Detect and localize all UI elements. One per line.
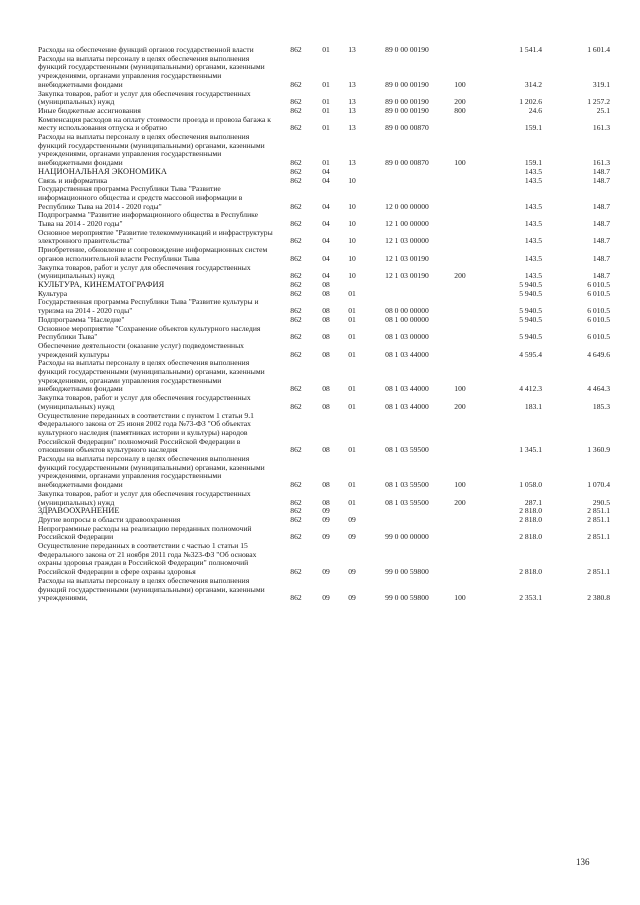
row-description: Иные бюджетные ассигнования <box>38 105 141 115</box>
expense-type: 200 <box>454 497 466 507</box>
amount-year-2: 6 010.5 <box>587 279 610 289</box>
amount-year-2: 6 010.5 <box>587 332 610 342</box>
section-code: 01 <box>322 158 330 168</box>
table-row <box>38 55 618 90</box>
subsection-code: 01 <box>348 306 356 316</box>
section-code: 08 <box>322 288 330 298</box>
amount-year-1: 1 541.4 <box>519 45 542 54</box>
amount-year-1: 2 353.1 <box>519 593 542 603</box>
subsection-code: 13 <box>348 97 356 107</box>
target-article: 08 1 03 59500 <box>385 497 429 507</box>
row-description: Основное мероприятие "Развитие телекоммуникаций и инфраструктуры электронного правительства" <box>38 227 273 246</box>
amount-year-1: 4 412.3 <box>519 384 542 394</box>
amount-year-2: 2 851.1 <box>587 567 610 577</box>
row-description: Культура <box>38 288 68 298</box>
table-row <box>38 412 618 456</box>
row-description: Государственная программа Республики Тыва "Развитие культуры и туризма на 2014 - 2020 годы" <box>38 297 259 316</box>
amount-year-2: 290.5 <box>592 497 610 507</box>
admin-code: 862 <box>290 288 302 298</box>
subsection-code: 13 <box>348 105 356 115</box>
target-article: 08 1 03 59500 <box>385 445 429 455</box>
amount-year-1: 159.1 <box>524 158 542 168</box>
subsection-code: 01 <box>348 445 356 455</box>
target-article: 89 0 00 00870 <box>385 158 429 168</box>
table-row <box>38 394 618 411</box>
expense-type: 100 <box>454 79 466 89</box>
table-row <box>38 116 618 133</box>
amount-year-2: 6 010.5 <box>587 314 610 324</box>
admin-code: 862 <box>290 236 302 246</box>
subsection-code: 01 <box>348 314 356 324</box>
amount-year-2: 6 010.5 <box>587 288 610 298</box>
subsection-code: 09 <box>348 567 356 577</box>
target-article: 89 0 00 00190 <box>385 105 429 115</box>
section-code: 04 <box>322 201 330 211</box>
subsection-code: 09 <box>348 593 356 603</box>
row-description: Закупка товаров, работ и услуг для обеспечения государственных (муниципальных) нужд <box>38 262 251 281</box>
amount-year-1: 5 940.5 <box>519 306 542 316</box>
section-code: 09 <box>322 532 330 542</box>
admin-code: 862 <box>290 105 302 115</box>
target-article: 08 1 03 44000 <box>385 384 429 394</box>
section-code: 04 <box>322 253 330 263</box>
amount-year-2: 148.7 <box>592 175 610 185</box>
row-description: Непрограммные расходы на реализацию переданных полномочий Российской Федерации <box>38 523 252 542</box>
section-code: 09 <box>322 567 330 577</box>
target-article: 08 1 00 00000 <box>385 314 429 324</box>
admin-code: 862 <box>290 332 302 342</box>
budget-table <box>38 46 618 603</box>
row-description: Связь и информатика <box>38 175 108 185</box>
amount-year-2: 148.7 <box>592 201 610 211</box>
target-article: 89 0 00 00190 <box>385 45 429 54</box>
target-article: 99 0 00 59800 <box>385 593 429 603</box>
admin-code: 862 <box>290 97 302 107</box>
section-code: 08 <box>322 401 330 411</box>
section-code: 01 <box>322 45 330 54</box>
admin-code: 862 <box>290 175 302 185</box>
target-article: 12 1 03 00190 <box>385 271 429 281</box>
table-row <box>38 359 618 394</box>
admin-code: 862 <box>290 514 302 524</box>
row-description: Подпрограмма "Развитие информационного общества в Республике Тыва на 2014 - 2020 годы" <box>38 210 259 229</box>
target-article: 12 1 00 00000 <box>385 219 429 229</box>
table-row <box>38 211 618 228</box>
row-description: Приобретение, обновление и сопровождение информационных систем органов исполнительной власти Республики Тыва <box>38 245 268 263</box>
table-row <box>38 298 618 315</box>
admin-code: 862 <box>290 79 302 89</box>
expense-type: 100 <box>454 480 466 490</box>
row-description: НАЦИОНАЛЬНАЯ ЭКОНОМИКА <box>38 166 167 176</box>
row-description: Другие вопросы в области здравоохранения <box>38 514 181 524</box>
amount-year-2: 185.3 <box>592 401 610 411</box>
admin-code: 862 <box>290 306 302 316</box>
section-code: 08 <box>322 480 330 490</box>
section-code: 04 <box>322 175 330 185</box>
target-article: 12 1 03 00000 <box>385 236 429 246</box>
amount-year-1: 143.5 <box>524 175 542 185</box>
target-article: 89 0 00 00870 <box>385 123 429 133</box>
amount-year-1: 143.5 <box>524 271 542 281</box>
amount-year-1: 2 818.0 <box>519 514 542 524</box>
amount-year-2: 2 851.1 <box>587 506 610 516</box>
admin-code: 862 <box>290 123 302 133</box>
target-article: 08 1 03 00000 <box>385 332 429 342</box>
section-code: 08 <box>322 306 330 316</box>
row-description: Закупка товаров, работ и услуг для обеспечения государственных (муниципальных) нужд <box>38 488 251 507</box>
admin-code: 862 <box>290 401 302 411</box>
target-article: 08 0 00 00000 <box>385 306 429 316</box>
section-code: 09 <box>322 514 330 524</box>
subsection-code: 13 <box>348 123 356 133</box>
amount-year-1: 5 940.5 <box>519 279 542 289</box>
admin-code: 862 <box>290 497 302 507</box>
amount-year-2: 148.7 <box>592 271 610 281</box>
subsection-code: 01 <box>348 497 356 507</box>
table-row <box>38 90 618 107</box>
row-description: Компенсация расходов на оплату стоимости проезда и провоза багажа к месту использования отпуска и обратно <box>38 114 271 133</box>
admin-code: 862 <box>290 384 302 394</box>
row-description: Расходы на выплаты персоналу в целях обеспечения выполнения функций государственными (муниципальными) органами, казенными учреждениями, <box>38 575 265 603</box>
subsection-code: 10 <box>348 236 356 246</box>
section-code: 01 <box>322 79 330 89</box>
table-row <box>38 264 618 281</box>
subsection-code: 01 <box>348 288 356 298</box>
row-description: Государственная программа Республики Тыва "Развитие информационного общества и средств массовой информации в Республике Тыва на 2014 - 2020 годы" <box>38 184 243 211</box>
target-article: 89 0 00 00190 <box>385 97 429 107</box>
section-code: 09 <box>322 506 330 516</box>
amount-year-2: 161.3 <box>592 158 610 168</box>
subsection-code: 09 <box>348 532 356 542</box>
amount-year-1: 2 818.0 <box>519 567 542 577</box>
amount-year-1: 143.5 <box>524 236 542 246</box>
section-code: 01 <box>322 123 330 133</box>
amount-year-1: 1 345.1 <box>519 445 542 455</box>
amount-year-2: 4 649.6 <box>587 349 610 359</box>
amount-year-2: 161.3 <box>592 123 610 133</box>
subsection-code: 01 <box>348 349 356 359</box>
admin-code: 862 <box>290 314 302 324</box>
target-article: 08 1 03 59500 <box>385 480 429 490</box>
section-code: 01 <box>322 97 330 107</box>
section-code: 08 <box>322 314 330 324</box>
amount-year-2: 1 360.9 <box>587 445 610 455</box>
table-row <box>38 229 618 246</box>
subsection-code: 01 <box>348 332 356 342</box>
table-row <box>38 246 618 263</box>
subsection-code: 10 <box>348 219 356 229</box>
subsection-code: 01 <box>348 480 356 490</box>
amount-year-2: 1 601.4 <box>587 45 610 54</box>
table-row <box>38 133 618 168</box>
target-article: 12 1 03 00190 <box>385 253 429 263</box>
amount-year-1: 143.5 <box>524 166 542 176</box>
admin-code: 862 <box>290 201 302 211</box>
section-code: 04 <box>322 271 330 281</box>
section-code: 09 <box>322 593 330 603</box>
amount-year-1: 143.5 <box>524 201 542 211</box>
expense-type: 200 <box>454 401 466 411</box>
row-description: Осуществление переданных в соответствии с частью 1 статьи 15 Федерального закона от 21 ноября 2011 года №323-ФЗ "Об основах охраны здоровья граждан в Российской Федерации" полномочий Российской Федерации в сфере охраны здоровья <box>38 541 257 577</box>
section-code: 04 <box>322 219 330 229</box>
admin-code: 862 <box>290 166 302 176</box>
admin-code: 862 <box>290 279 302 289</box>
amount-year-1: 2 818.0 <box>519 532 542 542</box>
admin-code: 862 <box>290 349 302 359</box>
target-article: 08 1 03 44000 <box>385 349 429 359</box>
subsection-code: 10 <box>348 201 356 211</box>
row-description: Обеспечение деятельности (оказание услуг) подведомственных учреждений культуры <box>38 340 244 359</box>
amount-year-1: 5 940.5 <box>519 314 542 324</box>
section-code: 08 <box>322 497 330 507</box>
subsection-code: 10 <box>348 253 356 263</box>
amount-year-1: 183.1 <box>524 401 542 411</box>
amount-year-2: 4 464.3 <box>587 384 610 394</box>
row-description: Расходы на выплаты персоналу в целях обеспечения выполнения функций государственными (муниципальными) органами, казенными учреждениями, органами управления государственными внебюджетными фондами <box>38 454 265 490</box>
amount-year-2: 148.7 <box>592 219 610 229</box>
row-description: КУЛЬТУРА, КИНЕМАТОГРАФИЯ <box>38 279 165 289</box>
amount-year-2: 2 851.1 <box>587 514 610 524</box>
row-description: Основное мероприятие "Сохранение объектов культурного наследия Республики Тыва" <box>38 323 261 342</box>
amount-year-2: 2 851.1 <box>587 532 610 542</box>
amount-year-1: 5 940.5 <box>519 288 542 298</box>
amount-year-1: 2 818.0 <box>519 506 542 516</box>
table-row <box>38 185 618 211</box>
admin-code: 862 <box>290 532 302 542</box>
amount-year-1: 143.5 <box>524 219 542 229</box>
amount-year-1: 159.1 <box>524 123 542 133</box>
target-article: 99 0 00 59800 <box>385 567 429 577</box>
admin-code: 862 <box>290 445 302 455</box>
target-article: 99 0 00 00000 <box>385 532 429 542</box>
amount-year-1: 1 202.6 <box>519 97 542 107</box>
row-description: Закупка товаров, работ и услуг для обеспечения государственных (муниципальных) нужд <box>38 88 251 107</box>
amount-year-2: 25.1 <box>596 105 610 115</box>
admin-code: 862 <box>290 158 302 168</box>
subsection-code: 01 <box>348 384 356 394</box>
subsection-code: 13 <box>348 45 356 54</box>
amount-year-1: 314.2 <box>524 79 542 89</box>
section-code: 08 <box>322 384 330 394</box>
row-description: Закупка товаров, работ и услуг для обеспечения государственных (муниципальных) нужд <box>38 393 251 411</box>
admin-code: 862 <box>290 271 302 281</box>
subsection-code: 10 <box>348 175 356 185</box>
target-article: 89 0 00 00190 <box>385 79 429 89</box>
amount-year-2: 148.7 <box>592 253 610 263</box>
section-code: 08 <box>322 279 330 289</box>
amount-year-1: 24.6 <box>528 105 542 115</box>
table-row <box>38 525 618 542</box>
page-number: 136 <box>576 857 590 867</box>
table-row <box>38 455 618 490</box>
amount-year-2: 6 010.5 <box>587 306 610 316</box>
amount-year-1: 1 058.0 <box>519 480 542 490</box>
row-description: Осуществление переданных в соответствии с пунктом 1 статьи 9.1 Федерального закона от 25 июня 2002 года №73-ФЗ "Об объектах культурного наследия (памятниках истории и культуры) народов Российской Федерации" полномочий Российской Федерации в отношении объектов культурного наследия <box>38 410 254 455</box>
subsection-code: 13 <box>348 79 356 89</box>
section-code: 01 <box>322 105 330 115</box>
row-description: Расходы на выплаты персоналу в целях обеспечения выполнения функций государственными (муниципальными) органами, казенными учреждениями, органами управления государственными внебюджетными фондами <box>38 358 265 394</box>
subsection-code: 09 <box>348 514 356 524</box>
admin-code: 862 <box>290 253 302 263</box>
section-code: 08 <box>322 349 330 359</box>
row-description: Расходы на обеспечение функций органов государственной власти <box>38 45 254 54</box>
admin-code: 862 <box>290 45 302 54</box>
expense-type: 800 <box>454 105 466 115</box>
subsection-code: 13 <box>348 158 356 168</box>
row-description: Подпрограмма "Наследие" <box>38 314 125 324</box>
section-code: 04 <box>322 236 330 246</box>
expense-type: 100 <box>454 593 466 603</box>
amount-year-2: 319.1 <box>592 79 610 89</box>
admin-code: 862 <box>290 567 302 577</box>
table-row <box>38 325 618 342</box>
amount-year-1: 143.5 <box>524 253 542 263</box>
amount-year-2: 1 257.2 <box>587 97 610 107</box>
amount-year-1: 287.1 <box>524 497 542 507</box>
section-code: 08 <box>322 332 330 342</box>
amount-year-1: 4 595.4 <box>519 349 542 359</box>
table-row <box>38 490 618 507</box>
row-description: Расходы на выплаты персоналу в целях обеспечения выполнения функций государственными (муниципальными) органами, казенными учреждениями, органами управления государственными внебюджетными фондами <box>38 132 265 168</box>
subsection-code: 01 <box>348 401 356 411</box>
amount-year-1: 5 940.5 <box>519 332 542 342</box>
expense-type: 100 <box>454 384 466 394</box>
admin-code: 862 <box>290 506 302 516</box>
amount-year-2: 1 070.4 <box>587 480 610 490</box>
admin-code: 862 <box>290 219 302 229</box>
amount-year-2: 148.7 <box>592 236 610 246</box>
expense-type: 200 <box>454 271 466 281</box>
table-row <box>38 542 618 577</box>
expense-type: 200 <box>454 97 466 107</box>
row-description: ЗДРАВООХРАНЕНИЕ <box>38 506 120 516</box>
section-code: 08 <box>322 445 330 455</box>
admin-code: 862 <box>290 480 302 490</box>
section-code: 04 <box>322 166 330 176</box>
amount-year-2: 148.7 <box>592 166 610 176</box>
target-article: 08 1 03 44000 <box>385 401 429 411</box>
admin-code: 862 <box>290 593 302 603</box>
row-description: Расходы на выплаты персоналу в целях обеспечения выполнения функций государственными (муниципальными) органами, казенными учреждениями, органами управления государственными внебюджетными фондами <box>38 53 265 89</box>
table-row <box>38 342 618 359</box>
target-article: 12 0 00 00000 <box>385 201 429 211</box>
amount-year-2: 2 380.8 <box>587 593 610 603</box>
expense-type: 100 <box>454 158 466 168</box>
subsection-code: 10 <box>348 271 356 281</box>
table-row <box>38 577 618 603</box>
